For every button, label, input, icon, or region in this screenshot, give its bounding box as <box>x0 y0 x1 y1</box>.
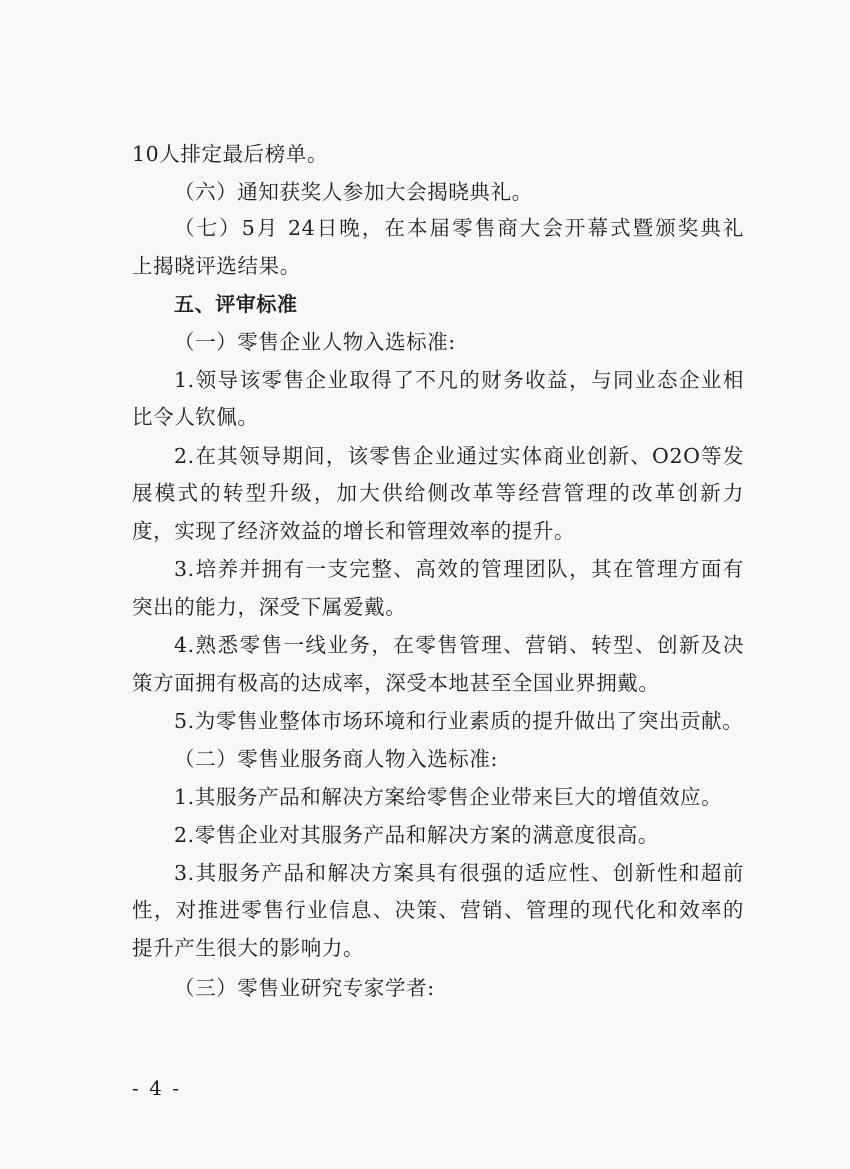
text-line-9: 2.在其领导期间，该零售企业通过实体商业创新、O2O等发 <box>174 444 744 468</box>
text-line-2: （六）通知获奖人参加大会揭晓典礼。 <box>174 180 533 204</box>
text-line-4: 上揭晓评选结果。 <box>132 254 301 278</box>
text-line-3: （七）5月 24日晚，在本届零售商大会开幕式暨颁奖典礼 <box>174 216 744 240</box>
text-line-1: 10人排定最后榜单。 <box>132 142 329 166</box>
text-line-13: 突出的能力，深受下属爱戴。 <box>132 595 407 619</box>
text-line-20: 3.其服务产品和解决方案具有很强的适应性、创新性和超前 <box>174 861 744 885</box>
text-line-11: 度，实现了经济效益的增长和管理效率的提升。 <box>132 519 576 543</box>
section-heading: 五、评审标准 <box>174 292 298 316</box>
text-line-15: 策方面拥有极高的达成率，深受本地甚至全国业界拥戴。 <box>132 671 660 695</box>
text-line-23: （三）零售业研究专家学者: <box>174 976 435 1000</box>
text-line-12: 3.培养并拥有一支完整、高效的管理团队，其在管理方面有 <box>174 557 744 581</box>
text-line-7: 1.领导该零售企业取得了不凡的财务收益，与同业态企业相 <box>174 368 744 392</box>
text-line-19: 2.零售企业对其服务产品和解决方案的满意度很高。 <box>174 823 659 847</box>
text-line-14: 4.熟悉零售一线业务，在零售管理、营销、转型、创新及决 <box>174 633 744 657</box>
text-line-10: 展模式的转型升级，加大供给侧改革等经营管理的改革创新力 <box>132 481 744 505</box>
text-line-17: （二）零售业服务商人物入选标准: <box>174 747 499 771</box>
text-line-16: 5.为零售业整体市场环境和行业素质的提升做出了突出贡献。 <box>174 709 744 733</box>
text-line-22: 提升产生很大的影响力。 <box>132 936 365 960</box>
text-line-8: 比令人钦佩。 <box>132 405 259 429</box>
page-number: - 4 - <box>132 1076 181 1100</box>
text-line-21: 性，对推进零售行业信息、决策、营销、管理的现代化和效率的 <box>132 898 744 922</box>
text-line-6: （一）零售企业人物入选标准: <box>174 330 456 354</box>
text-line-18: 1.其服务产品和解决方案给零售企业带来巨大的增值效应。 <box>174 785 723 809</box>
